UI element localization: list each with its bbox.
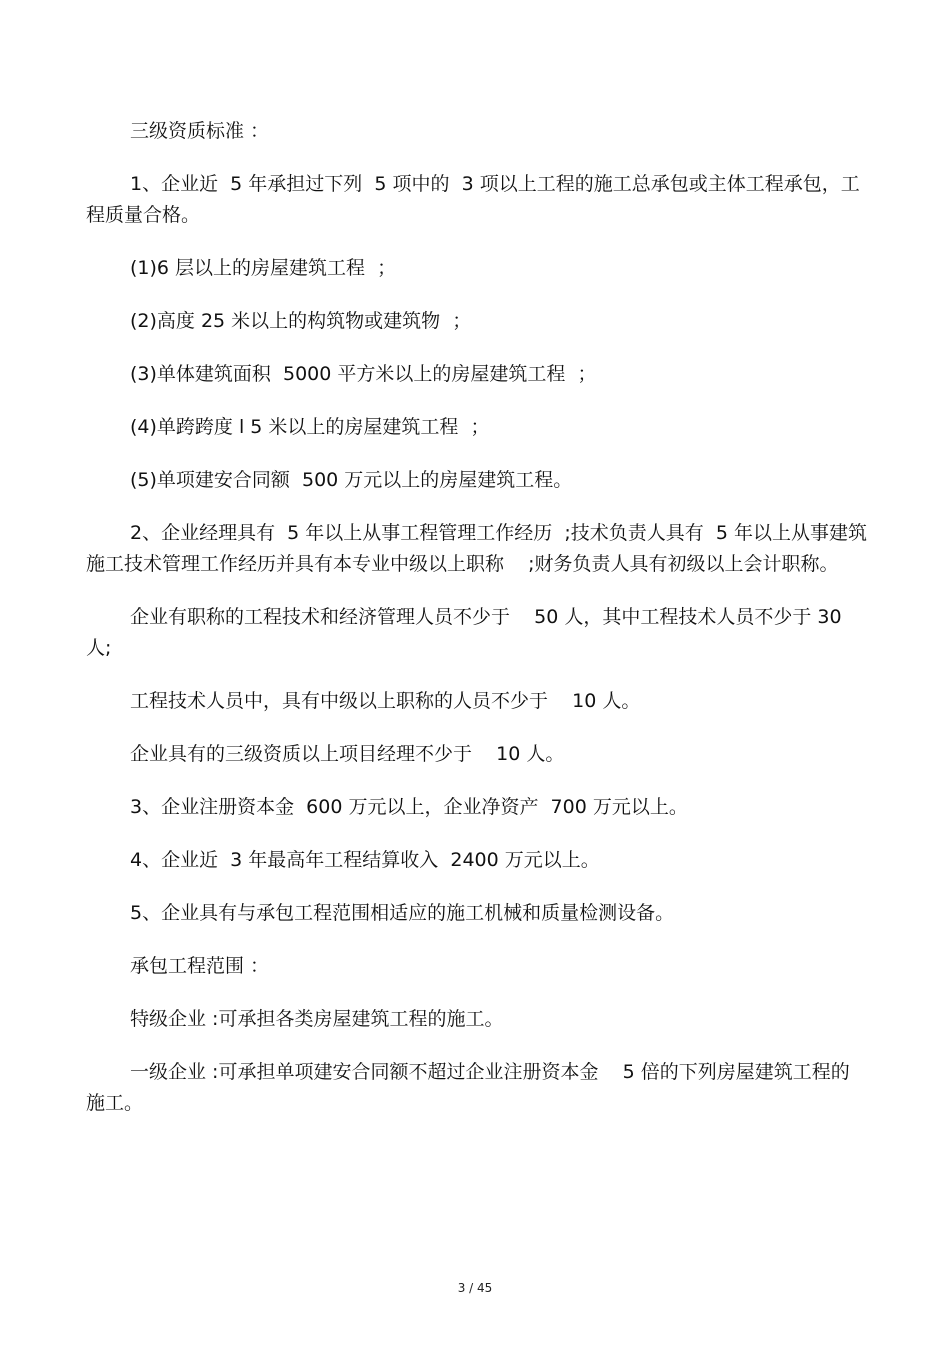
paragraph: 特级企业 :可承担各类房屋建筑工程的施工。 <box>130 1008 504 1030</box>
paragraph: 1、企业近 5 年承担过下列 5 项中的 3 项以上工程的施工总承包或主体工程承包，工程质量合格。 <box>86 173 860 226</box>
paragraph: (4)单跨跨度 l 5 米以上的房屋建筑工程 ； <box>130 416 490 438</box>
paragraph: 4、企业近 3 年最高年工程结算收入 2400 万元以上。 <box>130 849 600 871</box>
paragraph: (5)单项建安合同额 500 万元以上的房屋建筑工程。 <box>130 469 573 491</box>
paragraph: 3、企业注册资本金 600 万元以上，企业净资产 700 万元以上。 <box>130 796 688 818</box>
paragraph: (1)6 层以上的房屋建筑工程 ； <box>130 257 397 279</box>
paragraph: 2、企业经理具有 5 年以上从事工程管理工作经历 ;技术负责人具有 5 年以上从事建筑施工技术管理工作经历并具有本专业中级以上职称 ;财务负责人具有初级以上会计职称。 <box>86 522 867 575</box>
paragraph: (2)高度 25 米以上的构筑物或建筑物 ； <box>130 310 472 332</box>
paragraph: 企业具有的三级资质以上项目经理不少于 10 人。 <box>130 743 565 765</box>
document-body <box>86 116 868 1141</box>
paragraph: 一级企业 :可承担单项建安合同额不超过企业注册资本金 5 倍的下列房屋建筑工程的施工。 <box>86 1061 850 1114</box>
paragraph: 5、企业具有与承包工程范围相适应的施工机械和质量检测设备。 <box>130 902 675 924</box>
paragraph: 企业有职称的工程技术和经济管理人员不少于 50 人，其中工程技术人员不少于 30 人; <box>86 606 848 659</box>
paragraph: (3)单体建筑面积 5000 平方米以上的房屋建筑工程 ； <box>130 363 597 385</box>
page-number: 3 / 45 <box>457 1281 493 1295</box>
paragraph: 三级资质标准 ： <box>130 120 270 142</box>
paragraph: 工程技术人员中，具有中级以上职称的人员不少于 10 人。 <box>130 690 641 712</box>
paragraph: 承包工程范围 ： <box>130 955 270 977</box>
